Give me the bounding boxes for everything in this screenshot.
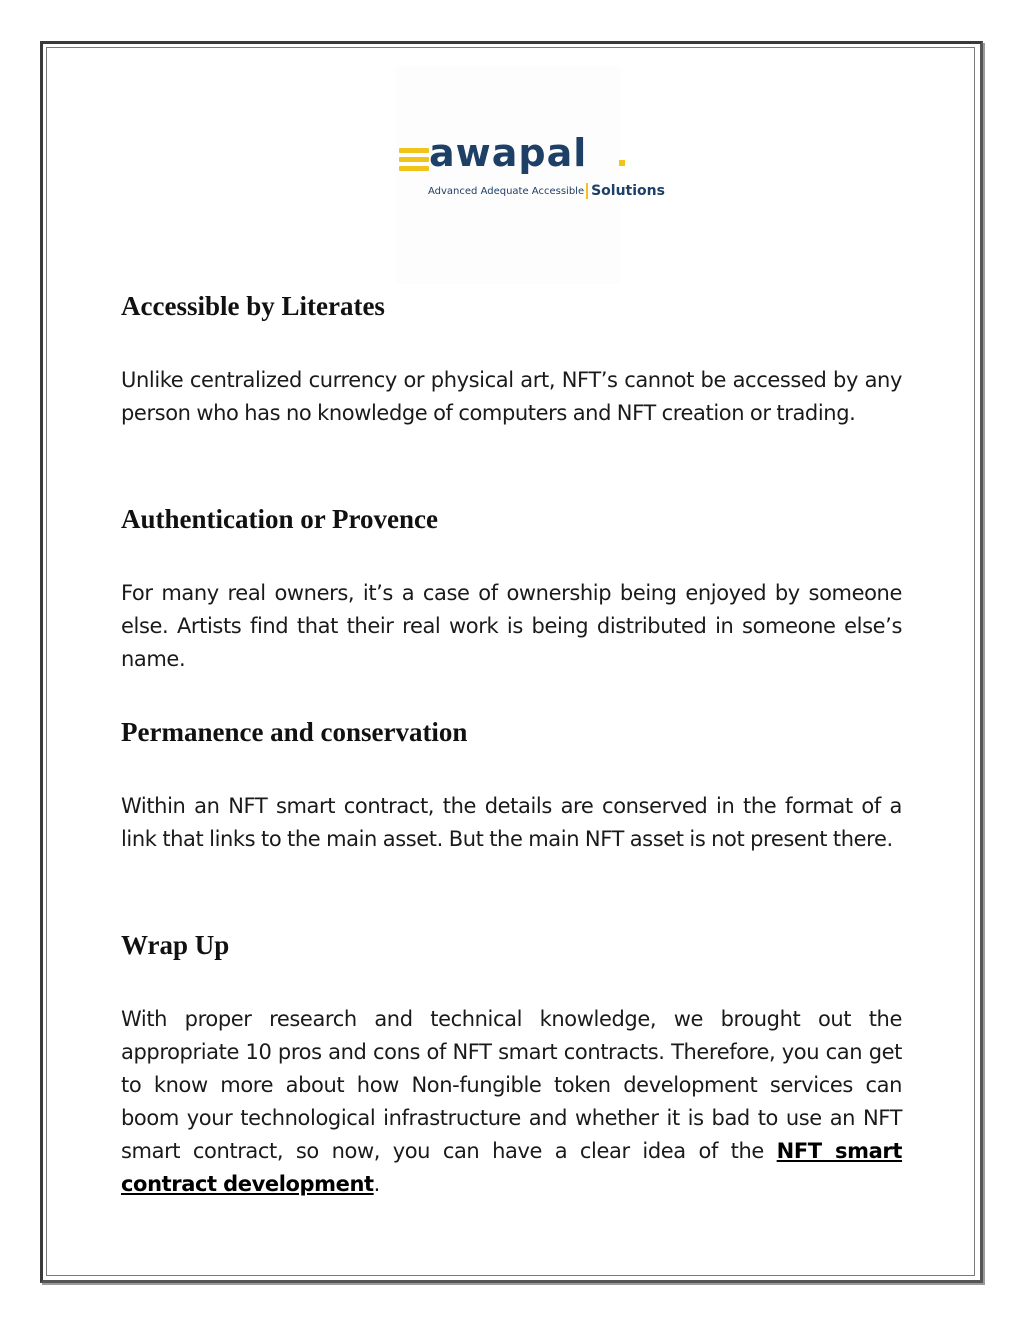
logo-tagline-text: Advanced Adequate Accessible: [428, 186, 585, 197]
section-body: Within an NFT smart contract, the details are conserved in the format of a link that links to the main asset. But the main NFT asset is not present there.: [121, 794, 902, 851]
section-accessible-body: [121, 364, 902, 430]
section-authentication-body: [121, 577, 902, 676]
logo-separator: [586, 183, 588, 199]
section-wrap-up: [121, 929, 902, 961]
logo-tagline-accent: Solutions: [591, 183, 665, 199]
section-wrap-up-body: [121, 1003, 902, 1201]
section-permanence: [121, 716, 902, 748]
section-body: [121, 1003, 902, 1201]
section-authentication: [121, 503, 902, 535]
section-permanence-body: [121, 790, 902, 856]
section-heading: Permanence and conservation: [121, 717, 468, 747]
logo-tagline: [428, 183, 665, 199]
section-body: Unlike centralized currency or physical art, NFT’s cannot be accessed by any person who has no knowledge of computers and NFT creation or trading.: [121, 368, 902, 425]
logo-bars-icon: [399, 148, 429, 175]
wrap-up-text-end: .: [373, 1172, 380, 1196]
logo-wordmark: awapal: [429, 131, 588, 175]
section-accessible: [121, 290, 902, 322]
logo-dot-icon: [619, 160, 625, 166]
wrap-up-text: With proper research and technical knowledge, we brought out the appropriate 10 pros and cons of NFT smart contracts. Therefore, you can get to know more about how Non-fungible token development services can boom your technological infrastructure and whether it is bad to use an NFT smart contract, so now, you can have a clear idea of the: [121, 1007, 902, 1163]
section-heading: Accessible by Literates: [121, 291, 385, 321]
section-heading: Authentication or Provence: [121, 504, 438, 534]
section-heading: Wrap Up: [121, 930, 230, 960]
company-logo: [396, 66, 665, 284]
nft-development-link[interactable]: NFT smart contract development: [121, 1139, 903, 1196]
section-body: For many real owners, it’s a case of ownership being enjoyed by someone else. Artists find that their real work is being distributed in someone else’s name.: [121, 581, 902, 671]
